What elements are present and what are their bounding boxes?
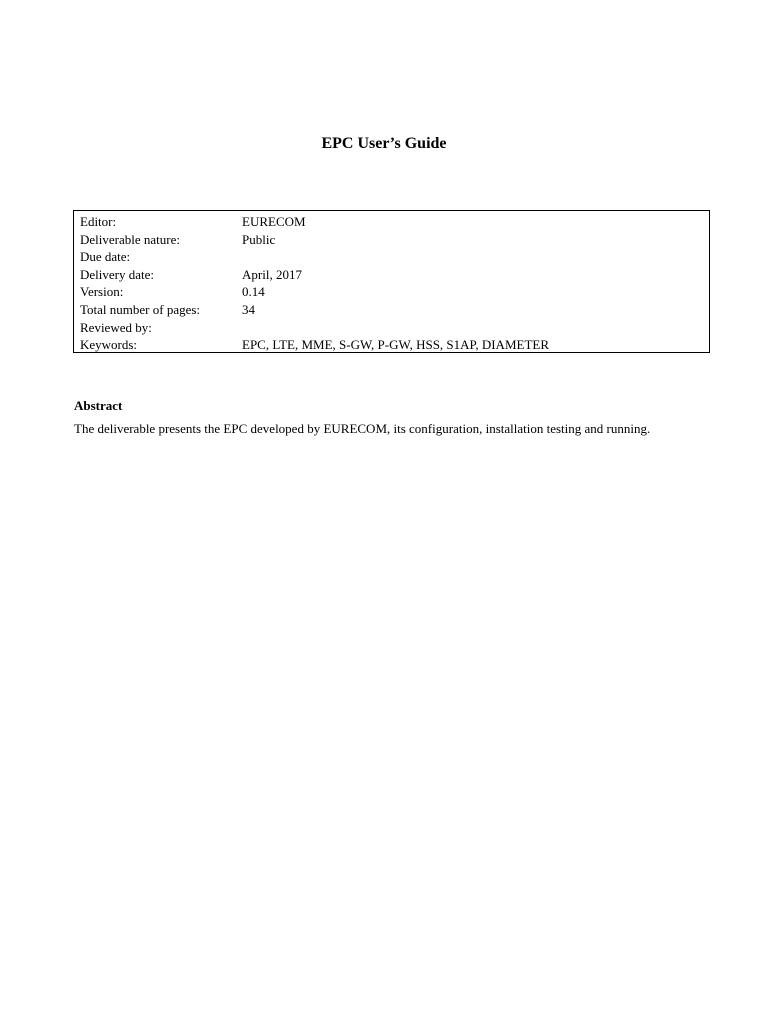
metadata-row-reviewed-by (74, 319, 709, 337)
document-title: EPC User’s Guide (321, 135, 447, 152)
metadata-label: Version: (80, 284, 124, 300)
metadata-row-deliverable-nature (74, 231, 709, 249)
abstract-heading: Abstract (74, 398, 123, 413)
abstract-text: The deliverable presents the EPC developed by EURECOM, its configuration, installation testing and running. (74, 421, 651, 436)
metadata-row-total-pages (74, 301, 709, 319)
metadata-label: Deliverable nature: (80, 231, 180, 247)
metadata-row-delivery-date (74, 266, 709, 284)
metadata-row-keywords (74, 336, 709, 354)
metadata-row-version (74, 283, 709, 301)
metadata-row-editor (74, 213, 709, 231)
metadata-label: Total number of pages: (80, 301, 201, 317)
metadata-table (73, 210, 710, 353)
metadata-label: Editor: (80, 214, 117, 229)
metadata-value: EPC, LTE, MME, S-GW, P-GW, HSS, S1AP, DIAMETER (242, 337, 549, 353)
metadata-value: April, 2017 (242, 266, 302, 282)
metadata-label: Delivery date: (80, 266, 154, 282)
metadata-value: 0.14 (242, 284, 265, 300)
metadata-value: 34 (242, 301, 255, 317)
metadata-value: EURECOM (242, 214, 306, 229)
metadata-label: Reviewed by: (80, 319, 152, 335)
metadata-label: Due date: (80, 249, 131, 265)
metadata-value: Public (242, 231, 276, 247)
metadata-row-due-date (74, 248, 709, 266)
metadata-label: Keywords: (80, 337, 138, 353)
